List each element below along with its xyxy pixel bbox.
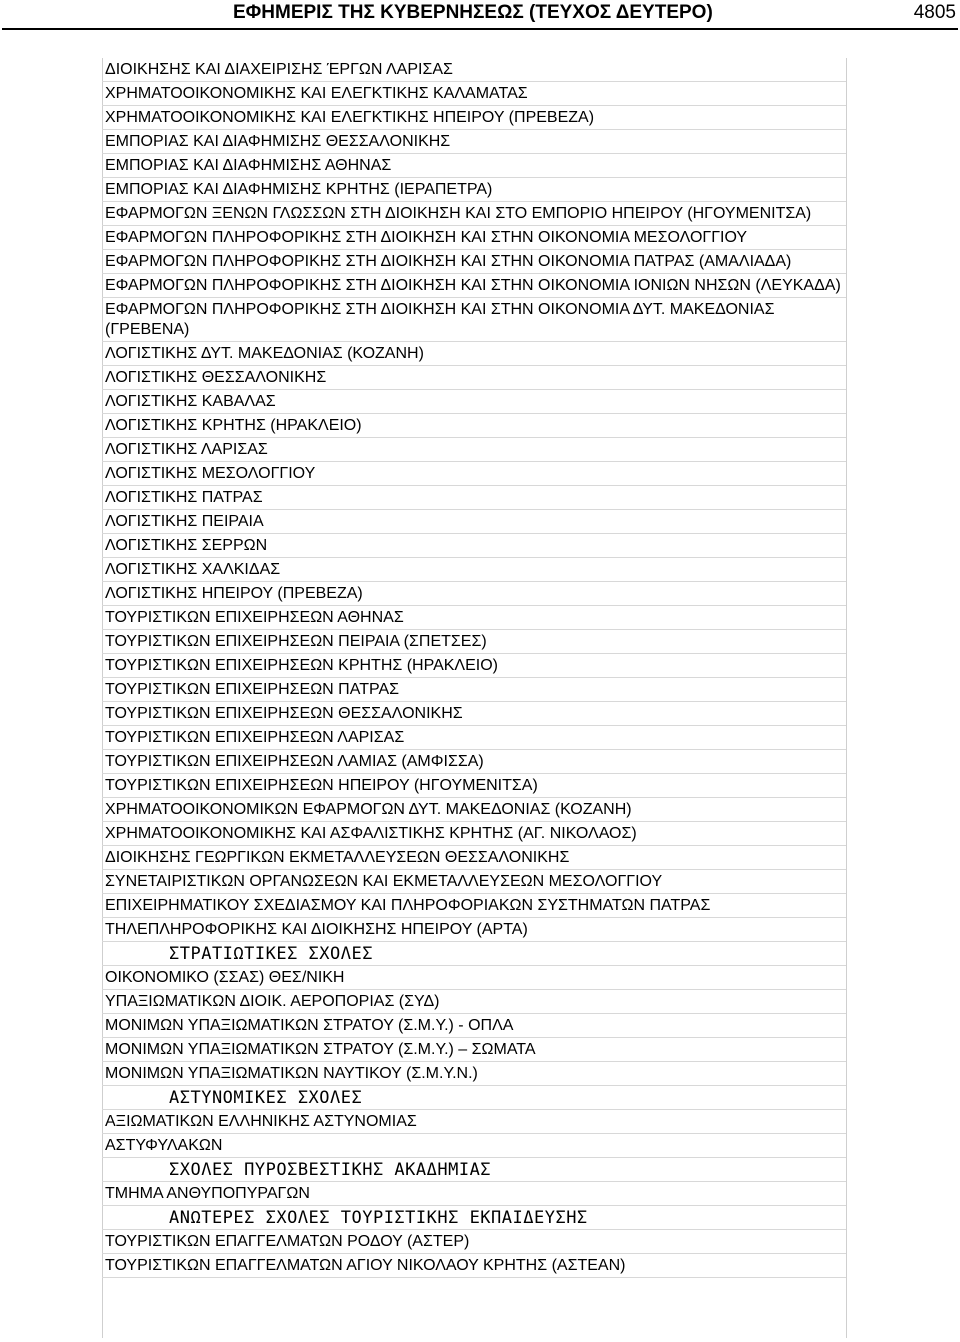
table-row: ΜΟΝΙΜΩΝ ΥΠΑΞΙΩΜΑΤΙΚΩΝ ΝΑΥΤΙΚΟΥ (Σ.Μ.Υ.Ν.) <box>102 1062 846 1086</box>
table-row: ΛΟΓΙΣΤΙΚΗΣ ΗΠΕΙΡΟΥ (ΠΡΕΒΕΖΑ) <box>102 582 846 606</box>
section-heading: ΣΤΡΑΤΙΩΤΙΚΕΣ ΣΧΟΛΕΣ <box>102 942 846 966</box>
table-row: ΛΟΓΙΣΤΙΚΗΣ ΚΡΗΤΗΣ (ΗΡΑΚΛΕΙΟ) <box>102 414 846 438</box>
table-row: ΛΟΓΙΣΤΙΚΗΣ ΘΕΣΣΑΛΟΝΙΚΗΣ <box>102 366 846 390</box>
page-title: ΕΦΗΜΕΡΙΣ ΤΗΣ ΚΥΒΕΡΝΗΣΕΩΣ (ΤΕΥΧΟΣ ΔΕΥΤΕΡΟ) <box>233 2 713 23</box>
table-row: ΧΡΗΜΑΤΟΟΙΚΟΝΟΜΙΚΗΣ ΚΑΙ ΕΛΕΓΚΤΙΚΗΣ ΗΠΕΙΡΟΥ (ΠΡΕΒΕΖΑ) <box>102 106 846 130</box>
table-row: ΤΗΛΕΠΛΗΡΟΦΟΡΙΚΗΣ ΚΑΙ ΔΙΟΙΚΗΣΗΣ ΗΠΕΙΡΟΥ (ΑΡΤΑ) <box>102 918 846 942</box>
page-header <box>0 0 960 28</box>
table-row: ΔΙΟΙΚΗΣΗΣ ΓΕΩΡΓΙΚΩΝ ΕΚΜΕΤΑΛΛΕΥΣΕΩΝ ΘΕΣΣΑΛΟΝΙΚΗΣ <box>102 846 846 870</box>
table-row: ΕΦΑΡΜΟΓΩΝ ΞΕΝΩΝ ΓΛΩΣΣΩΝ ΣΤΗ ΔΙΟΙΚΗΣΗ ΚΑΙ ΣΤΟ ΕΜΠΟΡΙΟ ΗΠΕΙΡΟΥ (ΗΓΟΥΜΕΝΙΤΣΑ) <box>102 202 846 226</box>
table-row: ΤΟΥΡΙΣΤΙΚΩΝ ΕΠΙΧΕΙΡΗΣΕΩΝ ΠΕΙΡΑΙΑ (ΣΠΕΤΣΕΣ) <box>102 630 846 654</box>
table-row: ΤΟΥΡΙΣΤΙΚΩΝ ΕΠΙΧΕΙΡΗΣΕΩΝ ΠΑΤΡΑΣ <box>102 678 846 702</box>
table-row: ΜΟΝΙΜΩΝ ΥΠΑΞΙΩΜΑΤΙΚΩΝ ΣΤΡΑΤΟΥ (Σ.Μ.Υ.) – ΣΩΜΑΤΑ <box>102 1038 846 1062</box>
departments-table <box>102 58 846 1278</box>
table-row: ΛΟΓΙΣΤΙΚΗΣ ΠΑΤΡΑΣ <box>102 486 846 510</box>
table-row: ΛΟΓΙΣΤΙΚΗΣ ΛΑΡΙΣΑΣ <box>102 438 846 462</box>
table-row: ΤΟΥΡΙΣΤΙΚΩΝ ΕΠΙΧΕΙΡΗΣΕΩΝ ΑΘΗΝΑΣ <box>102 606 846 630</box>
table-row: ΕΦΑΡΜΟΓΩΝ ΠΛΗΡΟΦΟΡΙΚΗΣ ΣΤΗ ΔΙΟΙΚΗΣΗ ΚΑΙ ΣΤΗΝ ΟΙΚΟΝΟΜΙΑ ΠΑΤΡΑΣ (ΑΜΑΛΙΑΔΑ) <box>102 250 846 274</box>
table-row: ΕΦΑΡΜΟΓΩΝ ΠΛΗΡΟΦΟΡΙΚΗΣ ΣΤΗ ΔΙΟΙΚΗΣΗ ΚΑΙ ΣΤΗΝ ΟΙΚΟΝΟΜΙΑ ΙΟΝΙΩΝ ΝΗΣΩΝ (ΛΕΥΚΑΔΑ) <box>102 274 846 298</box>
table-row: ΧΡΗΜΑΤΟΟΙΚΟΝΟΜΙΚΗΣ ΚΑΙ ΕΛΕΓΚΤΙΚΗΣ ΚΑΛΑΜΑΤΑΣ <box>102 82 846 106</box>
table-row: ΛΟΓΙΣΤΙΚΗΣ ΣΕΡΡΩΝ <box>102 534 846 558</box>
table-row: ΤΟΥΡΙΣΤΙΚΩΝ ΕΠΑΓΓΕΛΜΑΤΩΝ ΑΓΙΟΥ ΝΙΚΟΛΑΟΥ ΚΡΗΤΗΣ (ΑΣΤΕΑΝ) <box>102 1254 846 1278</box>
table-row: ΕΜΠΟΡΙΑΣ ΚΑΙ ΔΙΑΦΗΜΙΣΗΣ ΘΕΣΣΑΛΟΝΙΚΗΣ <box>102 130 846 154</box>
table-row: ΤΟΥΡΙΣΤΙΚΩΝ ΕΠΑΓΓΕΛΜΑΤΩΝ ΡΟΔΟΥ (ΑΣΤΕΡ) <box>102 1230 846 1254</box>
table-row: ΤΟΥΡΙΣΤΙΚΩΝ ΕΠΙΧΕΙΡΗΣΕΩΝ ΗΠΕΙΡΟΥ (ΗΓΟΥΜΕΝΙΤΣΑ) <box>102 774 846 798</box>
section-heading: ΣΧΟΛΕΣ ΠΥΡΟΣΒΕΣΤΙΚΗΣ ΑΚΑΔΗΜΙΑΣ <box>102 1158 846 1182</box>
table-row: ΜΟΝΙΜΩΝ ΥΠΑΞΙΩΜΑΤΙΚΩΝ ΣΤΡΑΤΟΥ (Σ.Μ.Υ.) - ΟΠΛΑ <box>102 1014 846 1038</box>
table-right-border <box>846 58 847 1338</box>
table-row: ΟΙΚΟΝΟΜΙΚΟ (ΣΣΑΣ) ΘΕΣ/ΝΙΚΗ <box>102 966 846 990</box>
table-row: ΑΣΤΥΦΥΛΑΚΩΝ <box>102 1134 846 1158</box>
section-heading: ΑΝΩΤΕΡΕΣ ΣΧΟΛΕΣ ΤΟΥΡΙΣΤΙΚΗΣ ΕΚΠΑΙΔΕΥΣΗΣ <box>102 1206 846 1230</box>
table-row: ΛΟΓΙΣΤΙΚΗΣ ΠΕΙΡΑΙΑ <box>102 510 846 534</box>
header-divider <box>2 28 958 30</box>
table-row: ΤΟΥΡΙΣΤΙΚΩΝ ΕΠΙΧΕΙΡΗΣΕΩΝ ΛΑΡΙΣΑΣ <box>102 726 846 750</box>
table-row: ΕΦΑΡΜΟΓΩΝ ΠΛΗΡΟΦΟΡΙΚΗΣ ΣΤΗ ΔΙΟΙΚΗΣΗ ΚΑΙ ΣΤΗΝ ΟΙΚΟΝΟΜΙΑ ΜΕΣΟΛΟΓΓΙΟΥ <box>102 226 846 250</box>
table-row: ΧΡΗΜΑΤΟΟΙΚΟΝΟΜΙΚΩΝ ΕΦΑΡΜΟΓΩΝ ΔΥΤ. ΜΑΚΕΔΟΝΙΑΣ (ΚΟΖΑΝΗ) <box>102 798 846 822</box>
table-row: ΛΟΓΙΣΤΙΚΗΣ ΔΥΤ. ΜΑΚΕΔΟΝΙΑΣ (ΚΟΖΑΝΗ) <box>102 342 846 366</box>
table-row: ΑΞΙΩΜΑΤΙΚΩΝ ΕΛΛΗΝΙΚΗΣ ΑΣΤΥΝΟΜΙΑΣ <box>102 1110 846 1134</box>
table-row: ΤΜΗΜΑ ΑΝΘΥΠΟΠΥΡΑΓΩΝ <box>102 1182 846 1206</box>
table-row: ΛΟΓΙΣΤΙΚΗΣ ΜΕΣΟΛΟΓΓΙΟΥ <box>102 462 846 486</box>
page-number: 4805 <box>913 2 956 23</box>
table-row: ΕΦΑΡΜΟΓΩΝ ΠΛΗΡΟΦΟΡΙΚΗΣ ΣΤΗ ΔΙΟΙΚΗΣΗ ΚΑΙ ΣΤΗΝ ΟΙΚΟΝΟΜΙΑ ΔΥΤ. ΜΑΚΕΔΟΝΙΑΣ (ΓΡΕΒΕΝΑ) <box>102 298 846 342</box>
table-row: ΕΠΙΧΕΙΡΗΜΑΤΙΚΟΥ ΣΧΕΔΙΑΣΜΟΥ ΚΑΙ ΠΛΗΡΟΦΟΡΙΑΚΩΝ ΣΥΣΤΗΜΑΤΩΝ ΠΑΤΡΑΣ <box>102 894 846 918</box>
table-row: ΤΟΥΡΙΣΤΙΚΩΝ ΕΠΙΧΕΙΡΗΣΕΩΝ ΛΑΜΙΑΣ (ΑΜΦΙΣΣΑ) <box>102 750 846 774</box>
table-row: ΕΜΠΟΡΙΑΣ ΚΑΙ ΔΙΑΦΗΜΙΣΗΣ ΑΘΗΝΑΣ <box>102 154 846 178</box>
table-row: ΤΟΥΡΙΣΤΙΚΩΝ ΕΠΙΧΕΙΡΗΣΕΩΝ ΘΕΣΣΑΛΟΝΙΚΗΣ <box>102 702 846 726</box>
table-row: ΛΟΓΙΣΤΙΚΗΣ ΧΑΛΚΙΔΑΣ <box>102 558 846 582</box>
section-heading: ΑΣΤΥΝΟΜΙΚΕΣ ΣΧΟΛΕΣ <box>102 1086 846 1110</box>
table-row: ΤΟΥΡΙΣΤΙΚΩΝ ΕΠΙΧΕΙΡΗΣΕΩΝ ΚΡΗΤΗΣ (ΗΡΑΚΛΕΙΟ) <box>102 654 846 678</box>
table-row: ΕΜΠΟΡΙΑΣ ΚΑΙ ΔΙΑΦΗΜΙΣΗΣ ΚΡΗΤΗΣ (ΙΕΡΑΠΕΤΡΑ) <box>102 178 846 202</box>
table-row: ΛΟΓΙΣΤΙΚΗΣ ΚΑΒΑΛΑΣ <box>102 390 846 414</box>
table-row: ΔΙΟΙΚΗΣΗΣ ΚΑΙ ΔΙΑΧΕΙΡΙΣΗΣ ΈΡΓΩΝ ΛΑΡΙΣΑΣ <box>102 58 846 82</box>
table-row: ΥΠΑΞΙΩΜΑΤΙΚΩΝ ΔΙΟΙΚ. ΑΕΡΟΠΟΡΙΑΣ (ΣΥΔ) <box>102 990 846 1014</box>
table-row: ΣΥΝΕΤΑΙΡΙΣΤΙΚΩΝ ΟΡΓΑΝΩΣΕΩΝ ΚΑΙ ΕΚΜΕΤΑΛΛΕΥΣΕΩΝ ΜΕΣΟΛΟΓΓΙΟΥ <box>102 870 846 894</box>
table-row: ΧΡΗΜΑΤΟΟΙΚΟΝΟΜΙΚΗΣ ΚΑΙ ΑΣΦΑΛΙΣΤΙΚΗΣ ΚΡΗΤΗΣ (ΑΓ. ΝΙΚΟΛΑΟΣ) <box>102 822 846 846</box>
